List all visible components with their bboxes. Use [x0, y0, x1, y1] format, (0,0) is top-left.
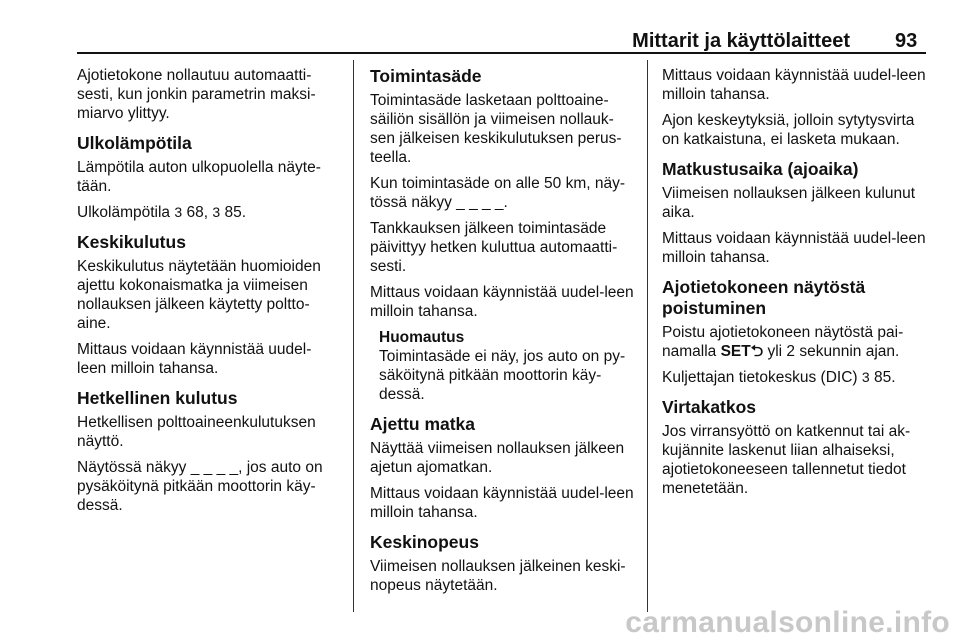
- paragraph: Ajon keskeytyksiä, jolloin sytytysvirta on katkaistuna, ei lasketa mukaan.: [662, 112, 915, 148]
- reference-label: Kuljettajan tietokeskus (DIC): [662, 369, 858, 386]
- paragraph: Toimintasäde lasketaan polttoaine-säiliön sisällön ja viimeisen nollauk-sen jälkeisen keskikulutuksen perus-teella.: [370, 92, 622, 166]
- section-heading-toimintasade: Toimintasäde: [370, 66, 482, 86]
- paragraph: Mittaus voidaan käynnistää uudel-leen milloin tahansa.: [370, 284, 634, 320]
- column-divider: [647, 60, 648, 612]
- reference-line: [662, 368, 932, 387]
- paragraph: [662, 323, 932, 361]
- watermark: carmanualsonline.info: [625, 606, 950, 639]
- set-button-label: SET: [720, 343, 751, 360]
- paragraph: Jos virransyöttö on katkennut tai ak-kujännite laskenut liian alhaiseksi, ajotietokoneeseen tallennetut tiedot menetetään.: [662, 423, 911, 497]
- intro-paragraph: Ajotietokone nollautuu automaatti-sesti, kun jonkin parametrin maksi-miarvo ylittyy.: [77, 67, 316, 122]
- text-span: yli 2 sekunnin ajan.: [767, 343, 900, 360]
- paragraph: Keskikulutus näytetään huomioiden ajettu kokonaismatka ja viimeisen nollauksen jälkeen käytetty poltto-aine.: [77, 258, 321, 332]
- page-ref-arrow-icon: 3: [212, 204, 221, 220]
- page-ref-arrow-icon: 3: [174, 204, 183, 220]
- section-heading-keskinopeus: Keskinopeus: [370, 532, 479, 552]
- paragraph: Mittaus voidaan käynnistää uudel-leen milloin tahansa.: [77, 341, 312, 377]
- paragraph: Näytössä näkyy _ _ _ _, jos auto on pysäköitynä pitkään moottorin käy-dessä.: [77, 459, 323, 514]
- paragraph: Viimeisen nollauksen jälkeinen keski-nopeus näytetään.: [370, 558, 626, 594]
- return-icon: ⮌: [750, 343, 764, 360]
- paragraph: Lämpötila auton ulkopuolella näyte-tään.: [77, 159, 321, 195]
- paragraph: Hetkellisen polttoaineenkulutuksen näyttö.: [77, 414, 316, 450]
- section-heading-virtakatkos: Virtakatkos: [662, 397, 757, 417]
- section-heading-ajettu-matka: Ajettu matka: [370, 414, 476, 434]
- paragraph: Mittaus voidaan käynnistää uudel-leen milloin tahansa.: [662, 67, 926, 103]
- header-rule: [77, 52, 926, 54]
- reference-label: Ulkolämpötila: [77, 204, 171, 221]
- paragraph: Mittaus voidaan käynnistää uudel-leen milloin tahansa.: [662, 230, 926, 266]
- paragraph: Kun toimintasäde on alle 50 km, näy-tössä näkyy _ _ _ _.: [370, 175, 626, 211]
- ref-end: .: [241, 204, 247, 221]
- page-header-title: Mittarit ja käyttölaitteet: [632, 30, 850, 52]
- note-title: Huomautus: [379, 329, 465, 346]
- section-heading-ulkolampotila: Ulkolämpötila: [77, 133, 192, 153]
- ref-separator: ,: [203, 204, 209, 221]
- page-ref-link[interactable]: 85: [873, 369, 892, 386]
- page-ref-arrow-icon: 3: [861, 369, 870, 385]
- page-number: 93: [895, 30, 918, 52]
- column-divider: [353, 60, 354, 612]
- section-heading-matkustusaika: Matkustusaika (ajoaika): [662, 159, 859, 179]
- ref-end: .: [891, 369, 896, 386]
- paragraph: Viimeisen nollauksen jälkeen kulunut aika.: [662, 185, 916, 221]
- section-heading-hetkellinen: Hetkellinen kulutus: [77, 388, 238, 408]
- note-box: [379, 328, 635, 404]
- text-span: Poistu ajotietokoneen näytöstä pai-namalla: [662, 324, 904, 360]
- section-heading-keskikulutus: Keskikulutus: [77, 232, 186, 252]
- paragraph: Mittaus voidaan käynnistää uudel-leen milloin tahansa.: [370, 485, 634, 521]
- page-ref-link[interactable]: 85: [224, 204, 242, 221]
- paragraph: Tankkauksen jälkeen toimintasäde päivittyy hetken kuluttua automaatti-sesti.: [370, 220, 618, 275]
- note-text: Toimintasäde ei näy, jos auto on py-säköitynä pitkään moottorin käy-dessä.: [379, 348, 626, 403]
- page-ref-link[interactable]: 68: [186, 204, 204, 221]
- column-2: [370, 66, 635, 602]
- column-1: [77, 66, 335, 522]
- section-heading-poistuminen: Ajotietokoneen näytöstä poistuminen: [662, 277, 866, 318]
- paragraph: Näyttää viimeisen nollauksen jälkeen ajetun ajomatkan.: [370, 440, 625, 476]
- reference-line: [77, 203, 335, 222]
- column-3: [662, 66, 932, 505]
